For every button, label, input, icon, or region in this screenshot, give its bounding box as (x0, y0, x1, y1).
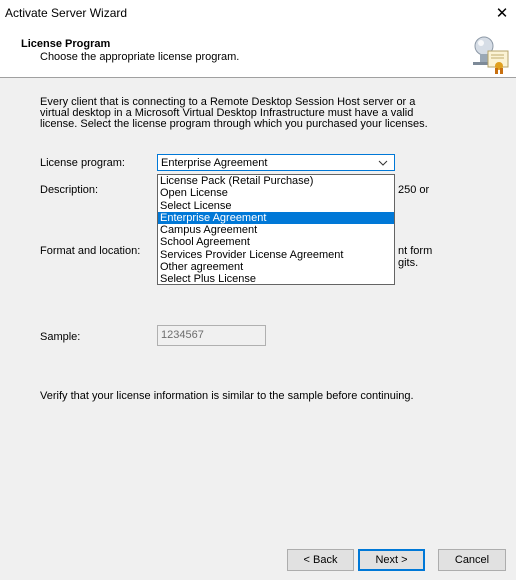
intro-text: Every client that is connecting to a Remote Desktop Session Host server or a virtual desktop in a Microsoft Virtual Desktop Infrastructure must have a valid license. Select the license program through which you purchased your licenses. (40, 96, 428, 130)
verify-text: Verify that your license information is similar to the sample before continuing. (40, 390, 414, 402)
format-text-partial-2: gits. (398, 257, 419, 269)
option-other-agreement[interactable]: Other agreement (160, 261, 244, 274)
window-title: Activate Server Wizard (5, 6, 128, 20)
option-select-plus-license[interactable]: Select Plus License (160, 273, 256, 286)
next-button[interactable]: Next > (358, 549, 425, 571)
close-icon: ✕ (495, 5, 509, 22)
option-select-license[interactable]: Select License (160, 199, 232, 212)
page-subtitle: Choose the appropriate license program. (40, 51, 240, 63)
back-button[interactable]: < Back (287, 549, 354, 571)
sample-label: Sample: (40, 331, 81, 343)
license-program-select[interactable] (157, 154, 395, 171)
title-bar (0, 0, 519, 26)
close-button[interactable] (485, 0, 519, 26)
description-label: Description: (40, 184, 99, 196)
option-open-license[interactable]: Open License (160, 187, 228, 200)
sample-field (157, 325, 266, 346)
option-spla[interactable]: Services Provider License Agreement (160, 248, 344, 261)
license-program-label: License program: (40, 157, 125, 169)
sample-value: 1234567 (161, 329, 204, 341)
format-text-partial-1: nt form (398, 245, 433, 257)
license-certificate-icon (468, 32, 512, 76)
license-program-value: Enterprise Agreement (161, 157, 268, 169)
license-program-dropdown-list[interactable] (157, 174, 395, 285)
cancel-button[interactable]: Cancel (438, 549, 506, 571)
format-location-label: Format and location: (40, 245, 141, 257)
option-school-agreement[interactable]: School Agreement (160, 236, 250, 249)
chevron-down-icon (378, 156, 388, 173)
option-campus-agreement[interactable]: Campus Agreement (160, 224, 258, 237)
wizard-header (0, 26, 519, 78)
page-title: License Program (21, 38, 111, 50)
description-text-partial: 250 or (398, 184, 430, 196)
option-license-pack[interactable]: License Pack (Retail Purchase) (160, 175, 314, 187)
option-enterprise-agreement[interactable]: Enterprise Agreement (158, 212, 394, 224)
